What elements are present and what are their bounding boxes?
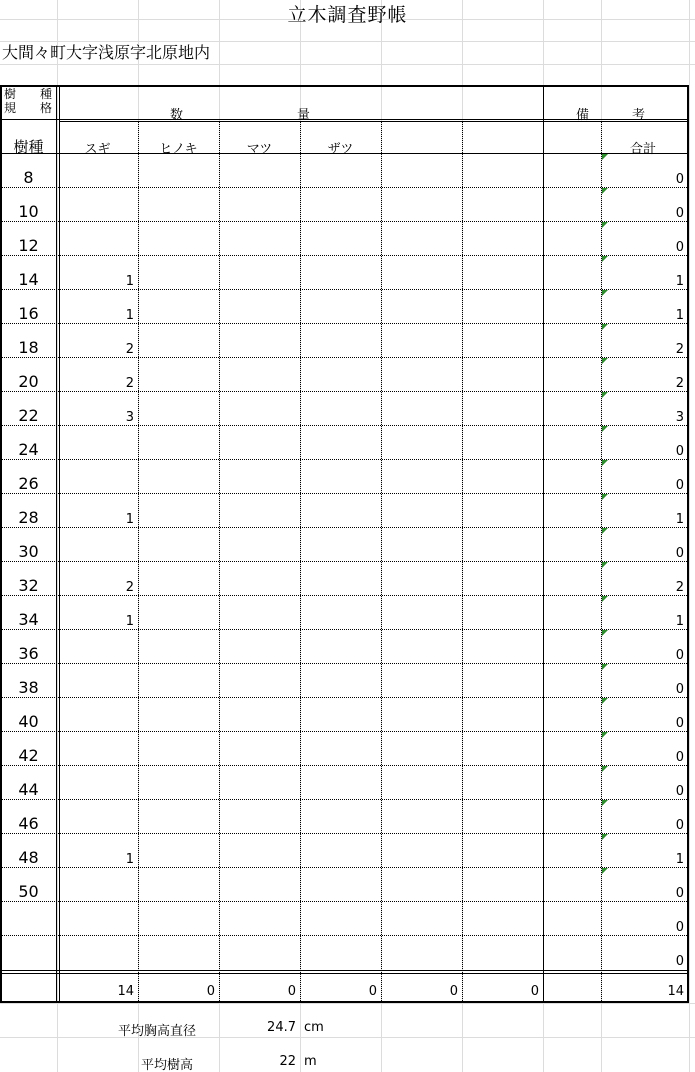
table-row	[0, 188, 689, 222]
comment-marker-icon	[602, 834, 608, 840]
comment-marker-icon	[602, 494, 608, 500]
comment-marker-icon	[602, 698, 608, 704]
row-total-cell: 1	[675, 308, 684, 323]
quantity-cell: 1	[125, 512, 134, 527]
row-total-cell: 0	[675, 920, 684, 935]
column-total-cell: 0	[368, 984, 377, 999]
row-total-cell: 1	[675, 512, 684, 527]
species-column-header: ザツ	[327, 142, 354, 157]
comment-marker-icon	[602, 188, 608, 194]
table-row	[0, 698, 689, 732]
quantity-cell: 2	[125, 376, 134, 391]
quantity-cell: 1	[125, 614, 134, 629]
species-column-rule	[300, 121, 301, 1003]
avg-dbh-label: 平均胸高直径	[118, 1024, 197, 1039]
comment-marker-icon	[602, 562, 608, 568]
species-column-rule	[219, 121, 220, 1003]
comment-marker-icon	[602, 460, 608, 466]
table-row	[0, 902, 689, 936]
table-row	[0, 562, 689, 596]
avg-dbh-unit: cm	[304, 1020, 324, 1035]
remarks-column-rule	[543, 85, 544, 1003]
header-rule-inner	[59, 121, 689, 122]
row-total-cell: 0	[675, 444, 684, 459]
row-rule	[0, 629, 689, 630]
quantity-cell: 1	[125, 852, 134, 867]
table-row	[0, 494, 689, 528]
comment-marker-icon	[602, 630, 608, 636]
row-rule	[0, 901, 689, 902]
row-rule	[0, 527, 689, 528]
avg-dbh-value: 24.7	[267, 1020, 296, 1035]
diameter-class-label: 28	[18, 508, 39, 527]
table-row	[0, 664, 689, 698]
row-total-cell: 0	[675, 784, 684, 799]
row-rule	[0, 391, 689, 392]
table-row	[0, 528, 689, 562]
comment-marker-icon	[602, 358, 608, 364]
row-total-cell: 2	[675, 342, 684, 357]
diameter-class-label: 46	[18, 814, 39, 833]
comment-marker-icon	[602, 868, 608, 874]
total-column-header: 合計	[630, 142, 657, 157]
table-row	[0, 766, 689, 800]
row-rule	[0, 731, 689, 732]
quantity-cell: 3	[125, 410, 134, 425]
diameter-class-label: 24	[18, 440, 39, 459]
row-total-cell: 0	[675, 206, 684, 221]
quantity-cell: 2	[125, 580, 134, 595]
totals-rule	[0, 970, 689, 971]
comment-marker-icon	[602, 800, 608, 806]
diameter-class-label: 32	[18, 576, 39, 595]
row-total-cell: 2	[675, 580, 684, 595]
diameter-class-label: 12	[18, 236, 39, 255]
diameter-class-label: 10	[18, 202, 39, 221]
table-row	[0, 460, 689, 494]
grand-total-cell: 14	[667, 984, 684, 999]
row-rule	[0, 323, 689, 324]
column-header-rule	[0, 153, 689, 154]
table-row	[0, 936, 689, 970]
species-column-header: マツ	[246, 142, 273, 157]
comment-marker-icon	[602, 256, 608, 262]
row-rule	[0, 289, 689, 290]
row-total-cell: 0	[675, 954, 684, 969]
row-rule	[0, 425, 689, 426]
table-row	[0, 868, 689, 902]
diameter-class-label: 34	[18, 610, 39, 629]
row-total-cell: 0	[675, 648, 684, 663]
diameter-class-label: 30	[18, 542, 39, 561]
species-column-rule	[138, 121, 139, 1003]
table-row	[0, 154, 689, 188]
row-rule	[0, 221, 689, 222]
row-rule	[0, 799, 689, 800]
row-rule	[0, 833, 689, 834]
table-row	[0, 834, 689, 868]
avg-height-unit: m	[304, 1054, 317, 1069]
diameter-class-label: 18	[18, 338, 39, 357]
quantity-header-right: 量	[297, 108, 311, 123]
row-rule	[0, 765, 689, 766]
diameter-class-label: 42	[18, 746, 39, 765]
comment-marker-icon	[602, 766, 608, 772]
row-total-cell: 2	[675, 376, 684, 391]
diameter-class-label: 20	[18, 372, 39, 391]
row-total-cell: 0	[675, 716, 684, 731]
location-label: 大間々町大字浅原字北原地内	[2, 43, 211, 62]
table-row	[0, 596, 689, 630]
gridline-horizontal	[0, 64, 695, 65]
species-column-header: スギ	[84, 142, 111, 157]
table-row	[0, 222, 689, 256]
total-column-rule	[601, 121, 602, 1003]
table-row	[0, 732, 689, 766]
comment-marker-icon	[602, 222, 608, 228]
diameter-class-label: 38	[18, 678, 39, 697]
gridline-horizontal	[0, 1003, 695, 1004]
row-rule	[0, 561, 689, 562]
table-row	[0, 630, 689, 664]
row-rule	[0, 595, 689, 596]
diameter-class-label: 50	[18, 882, 39, 901]
table-row	[0, 800, 689, 834]
quantity-cell: 2	[125, 342, 134, 357]
column-total-cell: 0	[449, 984, 458, 999]
comment-marker-icon	[602, 596, 608, 602]
column-total-cell: 14	[117, 984, 134, 999]
row-total-cell: 0	[675, 240, 684, 255]
row-total-cell: 0	[675, 750, 684, 765]
species-spec-header	[4, 87, 56, 115]
diameter-class-label: 16	[18, 304, 39, 323]
table-row	[0, 256, 689, 290]
comment-marker-icon	[602, 426, 608, 432]
row-total-cell: 1	[675, 614, 684, 629]
column-total-cell: 0	[287, 984, 296, 999]
row-rule	[0, 935, 689, 936]
remarks-header-left: 備	[576, 108, 590, 123]
diameter-class-label: 8	[23, 168, 34, 187]
page-title: 立木調査野帳	[287, 4, 408, 26]
species-column-header: ヒノキ	[159, 142, 198, 157]
diameter-class-label: 48	[18, 848, 39, 867]
row-rule	[0, 697, 689, 698]
quantity-cell: 1	[125, 308, 134, 323]
row-rule	[0, 187, 689, 188]
row-rule	[0, 867, 689, 868]
table-row	[0, 392, 689, 426]
gridline-horizontal	[0, 1037, 695, 1038]
gridline-vertical	[689, 0, 690, 1072]
row-label-header: 樹種	[13, 138, 44, 156]
row-rule	[0, 459, 689, 460]
diameter-class-label: 36	[18, 644, 39, 663]
species-column-rule	[462, 121, 463, 1003]
row-rule	[0, 663, 689, 664]
spec-header-label: 規 格	[4, 101, 53, 115]
comment-marker-icon	[602, 324, 608, 330]
comment-marker-icon	[602, 664, 608, 670]
row-total-cell: 3	[675, 410, 684, 425]
row-total-cell: 0	[675, 886, 684, 901]
row-total-cell: 1	[675, 274, 684, 289]
row-rule	[0, 255, 689, 256]
diameter-class-label: 26	[18, 474, 39, 493]
comment-marker-icon	[602, 732, 608, 738]
diameter-class-label: 14	[18, 270, 39, 289]
comment-marker-icon	[602, 154, 608, 160]
row-total-cell: 0	[675, 478, 684, 493]
header-rule	[0, 119, 689, 120]
label-column-rule	[56, 85, 57, 1003]
diameter-class-label: 40	[18, 712, 39, 731]
species-header-label: 樹 種	[4, 87, 53, 101]
table-row	[0, 426, 689, 460]
row-rule	[0, 493, 689, 494]
species-column-rule	[381, 121, 382, 1003]
avg-height-label: 平均樹高	[141, 1058, 194, 1072]
table-row	[0, 324, 689, 358]
totals-rule-inner	[0, 973, 689, 974]
diameter-class-label: 22	[18, 406, 39, 425]
diameter-class-label: 44	[18, 780, 39, 799]
row-total-cell: 0	[675, 546, 684, 561]
column-total-cell: 0	[206, 984, 215, 999]
quantity-cell: 1	[125, 274, 134, 289]
row-total-cell: 0	[675, 818, 684, 833]
row-rule	[0, 357, 689, 358]
avg-height-value: 22	[279, 1054, 296, 1069]
remarks-header-right: 考	[632, 108, 646, 123]
comment-marker-icon	[602, 528, 608, 534]
row-total-cell: 0	[675, 682, 684, 697]
table-row	[0, 290, 689, 324]
comment-marker-icon	[602, 392, 608, 398]
column-total-cell: 0	[530, 984, 539, 999]
row-total-cell: 0	[675, 172, 684, 187]
row-total-cell: 1	[675, 852, 684, 867]
quantity-header-left: 数	[170, 108, 184, 123]
label-column-rule-inner	[59, 85, 60, 1003]
table-row	[0, 358, 689, 392]
comment-marker-icon	[602, 290, 608, 296]
